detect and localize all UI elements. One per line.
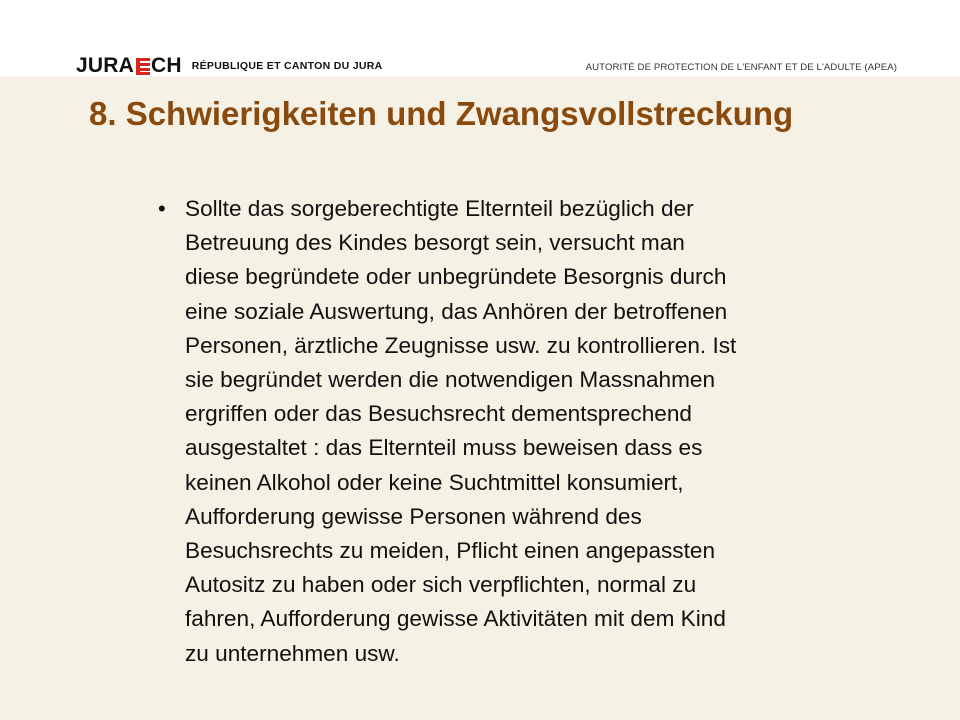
bullet-text — [185, 192, 878, 671]
bullet-line: zu unternehmen usw. — [185, 640, 400, 666]
logo-text-ch: CH — [150, 54, 182, 77]
authority-label: AUTORITÉ DE PROTECTION DE L'ENFANT ET DE L'ADULTE (APEA) — [585, 62, 897, 73]
bullet-line: Besuchsrechts zu meiden, Pflicht einen angepassten — [185, 538, 716, 564]
jura-crozier-icon — [136, 58, 150, 75]
logo-subtitle: RÉPUBLIQUE ET CANTON DU JURA — [191, 60, 383, 72]
bullet-line: Personen, ärztliche Zeugnisse usw. zu kontrollieren. Ist — [185, 332, 737, 358]
bullet-line: sie begründet werden die notwendigen Massnahmen — [185, 367, 716, 393]
slide-content — [158, 192, 878, 671]
logo-text-jura: JURA — [76, 54, 134, 77]
bullet-marker: • — [158, 196, 166, 221]
slide-title: 8. Schwierigkeiten und Zwangsvollstreckung — [89, 95, 794, 132]
header-bar — [0, 0, 960, 76]
bullet-line: Aufforderung gewisse Personen während des — [185, 503, 642, 529]
bullet-line: keinen Alkohol oder keine Suchtmittel konsumiert, — [185, 469, 684, 495]
jura-logo — [76, 56, 383, 76]
bullet-line: eine soziale Auswertung, das Anhören der betroffenen — [185, 298, 728, 324]
bullet-line: Autositz zu haben oder sich verpflichten, normal zu — [185, 572, 697, 598]
bullet-item — [158, 192, 878, 671]
bullet-line: diese begründete oder unbegründete Besorgnis durch — [185, 264, 727, 290]
bullet-line: Betreuung des Kindes besorgt sein, versucht man — [185, 230, 685, 256]
bullet-line: ergriffen oder das Besuchsrecht dementsprechend — [185, 401, 692, 427]
bullet-line: Sollte das sorgeberechtigte Elternteil bezüglich der — [185, 196, 694, 221]
bullet-line: fahren, Aufforderung gewisse Aktivitäten mit dem Kind — [185, 606, 726, 632]
bullet-line: ausgestaltet : das Elternteil muss beweisen dass es — [185, 435, 703, 461]
